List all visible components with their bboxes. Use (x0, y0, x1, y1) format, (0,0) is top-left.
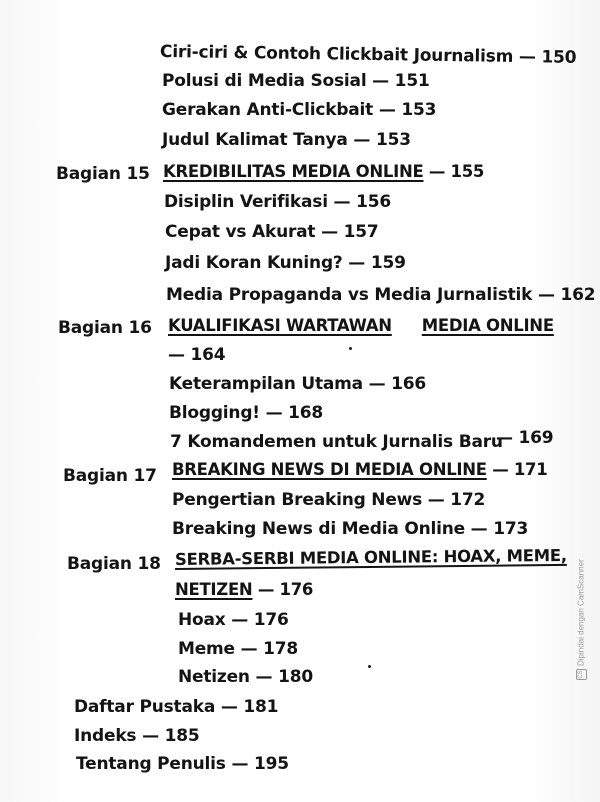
part-17-title: BREAKING NEWS DI MEDIA ONLINE (172, 460, 487, 479)
toc-entry-blogging: Blogging! — 168 (169, 403, 323, 423)
part-16-heading (168, 316, 554, 336)
toc-entry-meme: Meme — 178 (178, 639, 299, 659)
toc-entry-judul-kalimat-tanya: Judul Kalimat Tanya — 153 (162, 130, 411, 150)
scan-speck (368, 665, 371, 668)
toc-entry-breaking-news-media-online: Breaking News di Media Online — 173 (172, 519, 529, 539)
scan-speck (349, 347, 352, 350)
toc-entry-keterampilan-utama: Keterampilan Utama — 166 (169, 374, 427, 394)
part-16-title-a: KUALIFIKASI WARTAWAN (168, 316, 392, 335)
toc-entry-polusi-media-sosial: Polusi di Media Sosial — 151 (162, 71, 430, 91)
part-18-page: — 176 (257, 580, 314, 599)
toc-entry-pengertian-breaking-news: Pengertian Breaking News — 172 (172, 490, 486, 510)
part-15-heading (163, 162, 484, 182)
camscanner-watermark (576, 559, 587, 680)
toc-entry-indeks: Indeks — 185 (74, 726, 200, 746)
camscanner-text: Dipindai dengan CamScanner (576, 559, 586, 666)
toc-entry-tentang-penulis: Tentang Penulis — 195 (76, 754, 289, 774)
part-16-page: — 164 (168, 345, 226, 365)
part-18-title-netizen: NETIZEN (175, 580, 253, 599)
toc-entry-media-propaganda: Media Propaganda vs Media Jurnalistik — 162 (166, 285, 596, 305)
part-17-page: — 171 (492, 460, 548, 479)
toc-entry-clickbait-journalism: Ciri-ciri & Contoh Clickbait Journalism — 150 (159, 42, 577, 68)
toc-entry-cepat-vs-akurat: Cepat vs Akurat — 157 (165, 222, 379, 242)
part-16-label: Bagian 16 (58, 318, 152, 338)
camscanner-logo-icon: CS (576, 669, 587, 680)
part-18-heading (175, 546, 567, 570)
part-17-label: Bagian 17 (63, 466, 157, 486)
toc-entry-jadi-koran-kuning: Jadi Koran Kuning? — 159 (165, 253, 406, 273)
part-15-label: Bagian 15 (56, 164, 150, 184)
toc-entry-disiplin-verifikasi: Disiplin Verifikasi — 156 (164, 192, 391, 212)
toc-entry-hoax: Hoax — 176 (178, 610, 289, 630)
toc-entry-7-komandemen: 7 Komandemen untuk Jurnalis Baru (170, 432, 503, 452)
part-16-title-b: MEDIA ONLINE (421, 316, 554, 335)
part-15-title: KREDIBILITAS MEDIA ONLINE (163, 162, 424, 181)
part-18-title: SERBA-SERBI MEDIA ONLINE: HOAX, MEME, (174, 545, 567, 569)
part-18-heading-line-2 (175, 580, 313, 600)
part-17-heading (172, 460, 547, 480)
toc-entry-daftar-pustaka: Daftar Pustaka — 181 (74, 697, 279, 717)
part-15-page: — 155 (428, 162, 485, 181)
part-18-label: Bagian 18 (67, 554, 161, 574)
toc-entry-7-komandemen-page: — 169 (496, 428, 554, 448)
toc-entry-netizen: Netizen — 180 (178, 667, 313, 687)
toc-entry-gerakan-anti-clickbait: Gerakan Anti-Clickbait — 153 (162, 100, 437, 120)
